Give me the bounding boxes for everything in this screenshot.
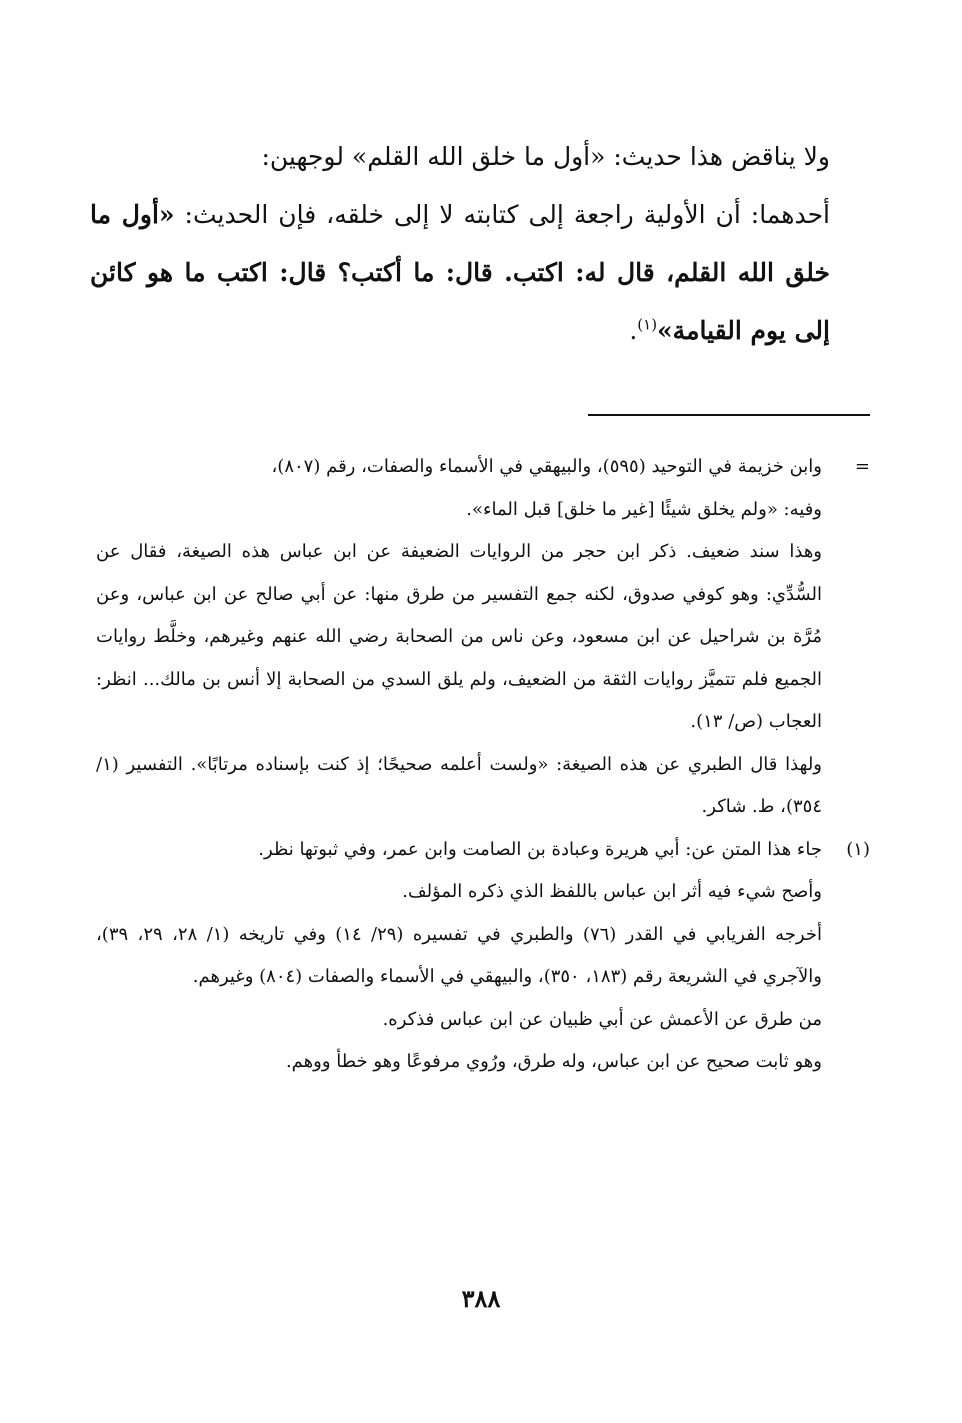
footnotes	[96, 446, 870, 1084]
main-paragraph-1-text: ولا يناقض هذا حديث: «أول ما خلق الله القلم» لوجهين:	[261, 142, 830, 171]
main-text	[90, 128, 870, 360]
footnote-marker: (١)	[846, 838, 870, 860]
hadith-quote: «أول ما خلق الله القلم، قال له: اكتب. قال: ما أكتب؟ قال: اكتب ما هو كائن إلى يوم القيامة»	[90, 200, 830, 345]
footnote-line: وفيه: «ولم يخلق شيئًا [غير ما خلق] قبل الماء».	[466, 498, 822, 520]
main-paragraph-2-intro: أحدهما: أن الأولية راجعة إلى كتابته لا إلى خلقه، فإن الحديث:	[184, 200, 830, 229]
footnote-paragraph: ولهذا قال الطبري عن هذه الصيغة: «ولست أعلمه صحيحًا؛ إذ كنت بإسناده مرتابًا». التفسير (١/ ٣٥٤)، ط. شاكر.	[96, 753, 822, 817]
main-paragraph-1	[90, 128, 870, 186]
footnote-continued	[96, 446, 870, 829]
footnote-line: من طرق عن الأعمش عن أبي ظبيان عن ابن عباس فذكره.	[382, 1008, 822, 1030]
footnote-line: وابن خزيمة في التوحيد (٥٩٥)، والبيهقي في الأسماء والصفات، رقم (٨٠٧)،	[271, 456, 822, 477]
footnote-paragraph: وهذا سند ضعيف. ذكر ابن حجر من الروايات الضعيفة عن ابن عباس هذه الصيغة، فقال عن السُّدِّي: وهو كوفي صدوق، لكنه جمع التفسير من طرق منها: عن أبي صالح عن ابن عباس، وعن مُرَّة بن شراحيل عن ابن مسعود، وعن ناس من الصحابة رضي الله عنهم وغيرهم، وخلَّط روايات الجميع فلم تتميَّز روايات الثقة من الضعيف، ولم يلق السدي من الصحابة إلا أنس بن مالك... انظر: العجاب (ص/ ١٣).	[96, 541, 822, 732]
footnote-line: جاء هذا المتن عن: أبي هريرة وعبادة بن الصامت وابن عمر، وفي ثبوتها نظر.	[258, 838, 822, 860]
continuation-marker: =	[854, 456, 870, 477]
main-paragraph-2-end: .	[629, 316, 638, 345]
main-paragraph-2	[90, 186, 870, 360]
footnote-line: وهو ثابت صحيح عن ابن عباس، وله طرق، ورُوي مرفوعًا وهو خطأ ووهم.	[285, 1051, 822, 1072]
footnote-separator	[588, 414, 870, 416]
footnote-reference[interactable]: (١)	[637, 315, 658, 334]
footnote-line: وأصح شيء فيه أثر ابن عباس باللفظ الذي ذكره المؤلف.	[402, 881, 822, 902]
footnote-1	[96, 829, 870, 1084]
footnote-paragraph: أخرجه الفريابي في القدر (٧٦) والطبري في تفسيره (٢٩/ ١٤) وفي تاريخه (١/ ٢٨، ٢٩، ٣٩)، والآجري في الشريعة رقم (١٨٣، ٣٥٠)، والبيهقي في الأسماء والصفات (٨٠٤) وغيرهم.	[96, 923, 822, 987]
page-number: ٣٨٨	[461, 1284, 501, 1313]
